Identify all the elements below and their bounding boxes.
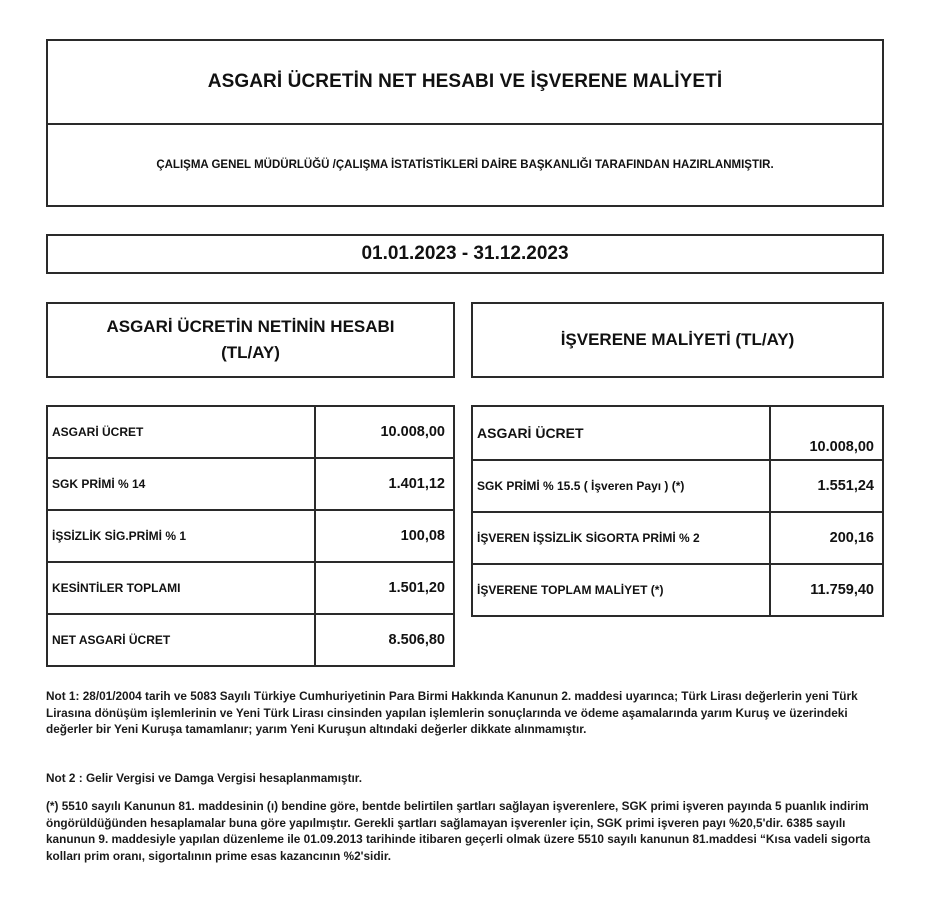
cost-section-title (471, 302, 884, 378)
row-label: NET ASGARİ ÜCRET (47, 614, 315, 666)
document-title: ASGARİ ÜCRETİN NET HESABI VE İŞVERENE MALİYETİ (207, 71, 723, 92)
row-value: 1.501,20 (315, 562, 454, 614)
row-label: ASGARİ ÜCRET (47, 406, 315, 458)
table-row (472, 564, 883, 616)
note-3: (*) 5510 sayılı Kanunun 81. maddesinin (ı) bendine göre, bentde belirtilen şartları sağlayan işverenlere, SGK primi işveren payında 5 puanlık indirim öngörüldüğünden hesaplamalar buna göre yapılmıştır. Gerekli şartları sağlamayan işverenler için, SGK primi işveren payı %20,5'dir. 6385 sayılı kanunun 9. maddesiyle yapılan düzenleme ile 01.09.2013 tarihinde itibaren geçerli olmak üzere 5510 sayılı kanunun 81.maddesi “Kısa vadeli sigorta kolları prim oranı, sigortalının prime esas kazancının %2'sidir. (46, 799, 871, 863)
net-wage-table (46, 405, 455, 667)
period-box (46, 234, 884, 274)
net-title-line1: ASGARİ ÜCRETİN NETİNİN HESABI (106, 317, 395, 336)
employer-cost-table (471, 405, 884, 617)
table-row (47, 562, 454, 614)
table-row (472, 512, 883, 564)
row-label: SGK PRİMİ % 15.5 ( İşveren Payı ) (*) (472, 460, 770, 512)
document-header (46, 39, 884, 207)
table-row (47, 614, 454, 666)
table-row (472, 406, 883, 460)
net-section-title (46, 302, 455, 378)
row-label: İŞSİZLİK SİG.PRİMİ % 1 (47, 510, 315, 562)
table-row (472, 460, 883, 512)
row-value: 8.506,80 (315, 614, 454, 666)
row-label: İŞVEREN İŞSİZLİK SİGORTA PRİMİ % 2 (472, 512, 770, 564)
row-value: 1.551,24 (770, 460, 883, 512)
period-range: 01.01.2023 - 31.12.2023 (361, 243, 569, 264)
row-value: 11.759,40 (770, 564, 883, 616)
document-subtitle: ÇALIŞMA GENEL MÜDÜRLÜĞÜ /ÇALIŞMA İSTATİSTİKLERİ DAİRE BAŞKANLIĞI TARAFINDAN HAZIRLANMIŞTIR. (156, 159, 774, 171)
title-row (48, 41, 882, 125)
table-row (47, 406, 454, 458)
table-row (47, 458, 454, 510)
row-value: 1.401,12 (315, 458, 454, 510)
subtitle-row (48, 125, 882, 205)
row-label: ASGARİ ÜCRET (472, 406, 770, 460)
table-row (47, 510, 454, 562)
row-label: SGK PRİMİ % 14 (47, 458, 315, 510)
row-label: KESİNTİLER TOPLAMI (47, 562, 315, 614)
row-value: 200,16 (770, 512, 883, 564)
cost-title: İŞVERENE MALİYETİ (TL/AY) (560, 330, 795, 349)
row-value: 10.008,00 (770, 406, 883, 460)
row-value: 10.008,00 (315, 406, 454, 458)
row-value: 100,08 (315, 510, 454, 562)
net-title-line2: (TL/AY) (221, 343, 280, 362)
note-2: Not 2 : Gelir Vergisi ve Damga Vergisi hesaplanmamıştır. (46, 771, 363, 785)
row-label: İŞVERENE TOPLAM MALİYET (*) (472, 564, 770, 616)
note-1: Not 1: 28/01/2004 tarih ve 5083 Sayılı Türkiye Cumhuriyetinin Para Birmi Hakkında Kanunun 2. maddesi uyarınca; Türk Lirası değerlerin yeni Türk Lirasına dönüşüm işlemlerinin ve Yeni Türk Lirası cinsinden yapılan işlemlerin sonuçlarında ve ödeme aşamalarında yarım Kuruş ve üzerindeki değerler bir Yeni Kuruşa tamamlanır; yarım Yeni Kuruşun altındaki değerler dikkate alınmamıştır. (46, 689, 858, 736)
